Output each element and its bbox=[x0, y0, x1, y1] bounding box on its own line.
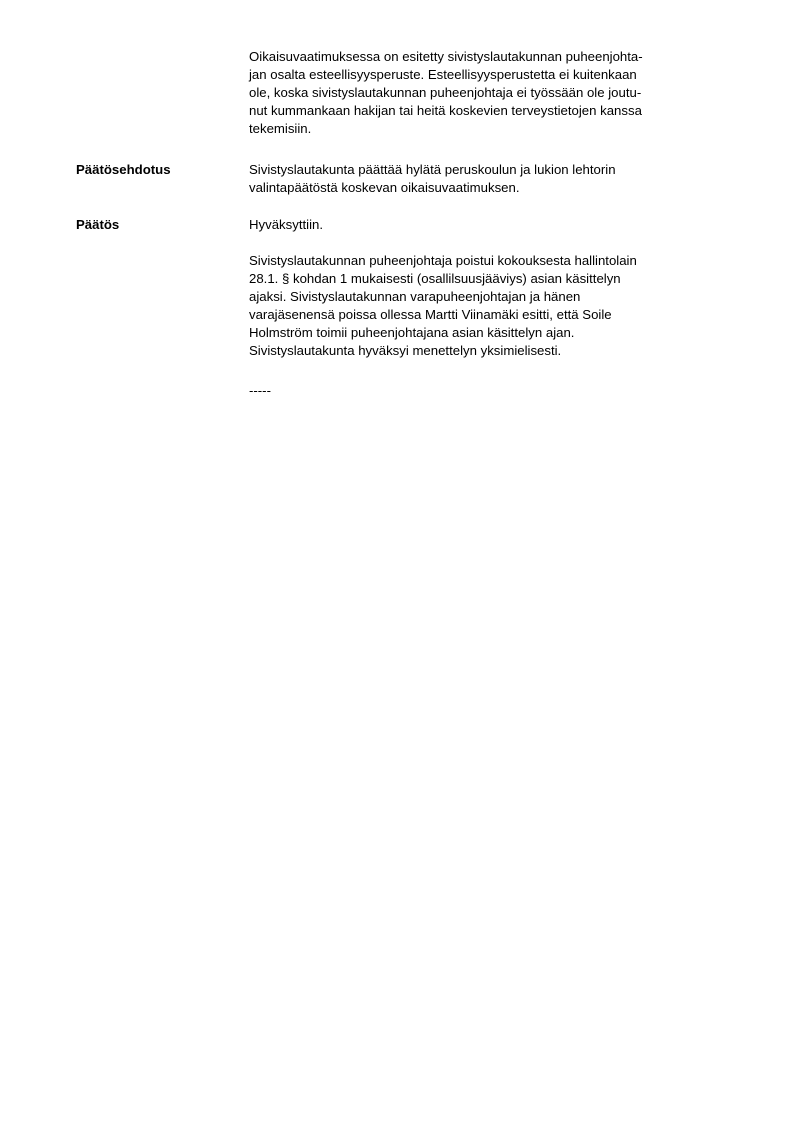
proposal-line: valintapäätöstä koskevan oikaisuvaatimuksen. bbox=[249, 180, 520, 195]
proposal-label: Päätösehdotus bbox=[76, 162, 171, 177]
intro-line: jan osalta esteellisyysperuste. Esteellisyysperustetta ei kuitenkaan bbox=[249, 67, 637, 82]
decision-note-line: 28.1. § kohdan 1 mukaisesti (osallilsuusjääviys) asian käsittelyn bbox=[249, 271, 621, 286]
decision-note-line: Sivistyslautakunta hyväksyi menettelyn yksimielisesti. bbox=[249, 343, 562, 358]
intro-line: ole, koska sivistyslautakunnan puheenjohtaja ei työssään ole joutu- bbox=[249, 85, 642, 100]
proposal-paragraph bbox=[249, 161, 727, 197]
intro-line: tekemisiin. bbox=[249, 121, 312, 136]
decision-note-line: Holmström toimii puheenjohtajana asian käsittelyn ajan. bbox=[249, 325, 575, 340]
decision-note-text bbox=[249, 252, 727, 360]
intro-line: Oikaisuvaatimuksessa on esitetty sivistyslautakunnan puheenjohta- bbox=[249, 49, 643, 64]
proposal-text bbox=[249, 161, 727, 197]
separator-block bbox=[249, 382, 727, 400]
decision-text: Hyväksyttiin. bbox=[249, 217, 324, 232]
decision-note-line: varajäsenensä poissa ollessa Martti Viinamäki esitti, että Soile bbox=[249, 307, 612, 322]
decision-paragraph bbox=[249, 216, 727, 234]
proposal-line: Sivistyslautakunta päättää hylätä peruskoulun ja lukion lehtorin bbox=[249, 162, 616, 177]
decision-note-line: ajaksi. Sivistyslautakunnan varapuheenjohtajan ja hänen bbox=[249, 289, 581, 304]
intro-paragraph bbox=[249, 48, 727, 138]
intro-text bbox=[249, 48, 727, 138]
decision-note bbox=[249, 252, 727, 360]
intro-line: nut kummankaan hakijan tai heitä koskevien terveystietojen kanssa bbox=[249, 103, 642, 118]
decision-label: Päätös bbox=[76, 217, 120, 232]
decision-note-line: Sivistyslautakunnan puheenjohtaja poistui kokouksesta hallintolain bbox=[249, 253, 637, 268]
section-separator: ----- bbox=[249, 383, 271, 398]
